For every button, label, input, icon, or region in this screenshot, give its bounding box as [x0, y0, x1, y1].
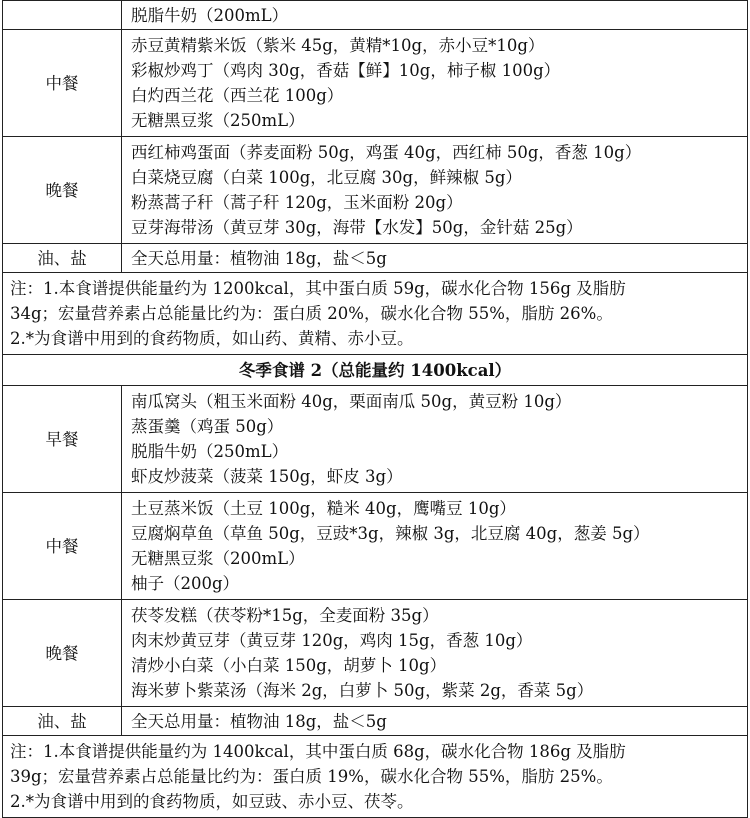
meal-name: 中餐	[3, 30, 122, 137]
food-item: 肉末炒黄豆芽（黄豆芽 120g，鸡肉 15g，香葱 10g）	[131, 631, 533, 650]
items-cell	[122, 493, 748, 600]
recipe-title: 冬季食谱 2（总能量约 1400kcal）	[3, 355, 748, 386]
food-item: 豆芽海带汤（黄豆芽 30g，海带【水发】50g，金针菇 25g）	[131, 218, 583, 237]
food-item: 无糖黑豆浆（250mL）	[131, 111, 305, 130]
notes-cell	[3, 736, 748, 818]
meal-name: 晚餐	[3, 600, 122, 707]
oil-salt-label: 油、盐	[3, 244, 122, 273]
food-item: 粉蒸蒿子秆（蒿子秆 120g，玉米面粉 20g）	[131, 193, 463, 212]
notes-cell	[3, 273, 748, 355]
oil-salt-text: 全天总用量：植物油 18g，盐＜5g	[122, 244, 748, 273]
note-line: 注：1.本食谱提供能量约为 1400kcal，其中蛋白质 68g，碳水化合物 186g 及脂肪	[10, 742, 626, 761]
food-item: 土豆蒸米饭（土豆 100g，糙米 40g，鹰嘴豆 10g）	[131, 499, 516, 518]
meal-name: 中餐	[3, 493, 122, 600]
items-cell	[122, 30, 748, 137]
table-row	[3, 30, 748, 137]
table-row	[3, 137, 748, 244]
items-cell	[122, 137, 748, 244]
recipe-table	[2, 0, 748, 818]
meal-name: 晚餐	[3, 137, 122, 244]
food-item: 无糖黑豆浆（200mL）	[131, 549, 305, 568]
items-cell	[122, 386, 748, 493]
note-line: 34g；宏量营养素占总能量比约为：蛋白质 20%，碳水化合物 55%，脂肪 26%。	[10, 304, 613, 323]
oil-salt-label: 油、盐	[3, 707, 122, 736]
table-row	[3, 386, 748, 493]
items-cell	[122, 600, 748, 707]
oil-salt-text: 全天总用量：植物油 18g，盐＜5g	[122, 707, 748, 736]
table-row	[3, 736, 748, 818]
food-item: 海米萝卜紫菜汤（海米 2g，白萝卜 50g，紫菜 2g，香菜 5g）	[131, 681, 594, 700]
table-row	[3, 707, 748, 736]
food-item: 清炒小白菜（小白菜 150g，胡萝卜 10g）	[131, 656, 447, 675]
food-item: 蒸蛋羹（鸡蛋 50g）	[131, 417, 284, 436]
table-row	[3, 493, 748, 600]
food-item: 南瓜窝头（粗玉米面粉 40g，栗面南瓜 50g，黄豆粉 10g）	[131, 392, 572, 411]
note-line: 2.*为食谱中用到的食药物质，如山药、黄精、赤小豆。	[10, 329, 414, 348]
food-item: 西红柿鸡蛋面（荞麦面粉 50g，鸡蛋 40g，西红柿 50g，香葱 10g）	[131, 143, 642, 162]
food-item: 豆腐焖草鱼（草鱼 50g，豆豉*3g，辣椒 3g，北豆腐 40g，葱姜 5g）	[131, 524, 650, 543]
food-item: 脱脂牛奶（200mL）	[131, 5, 289, 25]
meal-name: 早餐	[3, 386, 122, 493]
table-row	[3, 273, 748, 355]
note-line: 注：1.本食谱提供能量约为 1200kcal，其中蛋白质 59g，碳水化合物 156g 及脂肪	[10, 279, 626, 298]
items-cell	[122, 1, 748, 30]
meal-cell-empty	[3, 1, 122, 30]
food-item: 脱脂牛奶（250mL）	[131, 442, 289, 461]
food-item: 柚子（200g）	[131, 574, 240, 593]
table-row	[3, 1, 748, 30]
table-row	[3, 355, 748, 386]
food-item: 赤豆黄精紫米饭（紫米 45g，黄精*10g，赤小豆*10g）	[131, 36, 545, 55]
food-item: 白灼西兰花（西兰花 100g）	[131, 86, 344, 105]
food-item: 茯苓发糕（茯苓粉*15g，全麦面粉 35g）	[131, 606, 439, 625]
table-row	[3, 244, 748, 273]
table-row	[3, 600, 748, 707]
note-line: 2.*为食谱中用到的食药物质，如豆豉、赤小豆、茯苓。	[10, 792, 414, 811]
food-item: 白菜烧豆腐（白菜 100g，北豆腐 30g，鲜辣椒 5g）	[131, 168, 522, 187]
food-item: 虾皮炒菠菜（菠菜 150g，虾皮 3g）	[131, 467, 403, 486]
note-line: 39g；宏量营养素占总能量比约为：蛋白质 19%，碳水化合物 55%，脂肪 25%。	[10, 767, 613, 786]
food-item: 彩椒炒鸡丁（鸡肉 30g，香菇【鲜】10g，柿子椒 100g）	[131, 61, 561, 80]
